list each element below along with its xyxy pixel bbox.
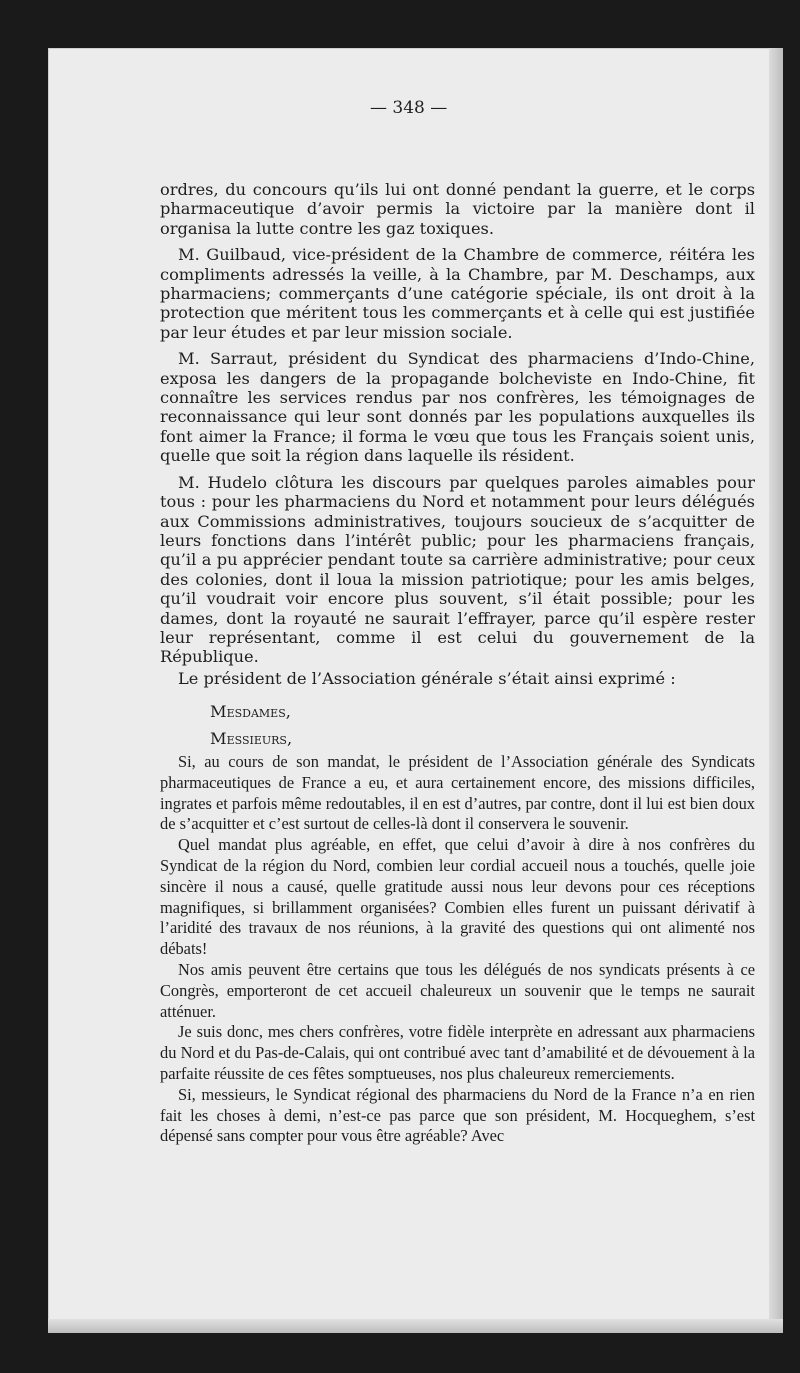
speech-paragraph: Si, au cours de son mandat, le président de l’Association générale des Syndicats pharmaceutiques de France a eu, et aura certainement encore, des missions difficiles, ingrates et parfois même redoutables, il en est d’autres, par contre, dont il lui est bien doux de s’acquitter et c’est surtout de celles-là dont il conservera le souvenir. [160,751,755,834]
speech [160,752,755,1147]
paragraph: Le président de l’Association générale s’était ainsi exprimé : [178,668,676,688]
paragraph: M. Guilbaud, vice-président de la Chambre de commerce, réitéra les compliments adressés la veille, à la Chambre, par M. Deschamps, aux pharmaciens; commerçants d’une catégorie spéciale, ils ont droit à la protection que méritent tous les commerçants et à celle qui est justifiée par leur études et par leur mission sociale. [160,245,755,342]
paragraph: M. Sarraut, président du Syndicat des pharmaciens d’Indo-Chine, exposa les dangers de la propagande bolcheviste en Indo-Chine, fit connaître les services rendus par nos confrères, les témoignages de reconnaissance qui leur sont donnés par les populations auxquelles ils font aimer la France; il forma le vœu que tous les Français soient unis, quelle que soit la région dans laquelle ils résident. [160,349,755,466]
speech-paragraph: Je suis donc, mes chers confrères, votre fidèle interprète en adressant aux pharmaciens du Nord et du Pas-de-Calais, qui ont contribué avec tant d’amabilité et de dévouement à la parfaite réussite de ces fêtes somptueuses, nos plus chaleureux remerciements. [160,1022,755,1083]
body-text [160,180,755,1147]
page-bottom-edge [48,1319,783,1333]
speech-paragraph: Nos amis peuvent être certains que tous les délégués de nos syndicats présents à ce Congrès, emporteront de cet accueil chaleureux un souvenir que le temps ne saurait atténuer. [160,959,755,1021]
page-number: — 348 — [370,98,448,118]
salutation-line: Mesdames, [210,702,291,722]
speech-paragraph: Quel mandat plus agréable, en effet, que celui d’avoir à dire à nos confrères du Syndicat de la région du Nord, combien leur cordial accueil nous a touchés, quelle joie sincère il nous a causé, quelle gratitude aussi nous leur devons pour ces réceptions magnifiques, si brillamment organisées? Combien elles furent un puissant dérivatif à l’aridité des travaux de nos réunions, à la gravité des questions qui ont alimenté nos débats! [160,835,755,959]
paragraph: M. Hudelo clôtura les discours par quelques paroles aimables pour tous : pour les pharmaciens du Nord et notamment pour leurs délégués aux Commissions administratives, toujours soucieux de s’acquitter de leurs fonctions dans l’intérêt public; pour les pharmaciens français, qu’il a pu apprécier pendant toute sa carrière administrative; pour ceux des colonies, dont il loua la mission patriotique; pour les amis belges, qu’il voudrait voir encore plus souvent, s’il était possible; pour les dames, dont la royauté ne saurait l’effrayer, parce qu’il espère rester leur représentant, comme il est celui du gouvernement de la République. [160,472,755,667]
page-edge [769,48,783,1333]
speech-paragraph: Si, messieurs, le Syndicat régional des pharmaciens du Nord de la France n’a en rien fait les choses à demi, n’est-ce pas parce que son président, M. Hocqueghem, s’est dépensé sans compter pour vous être agréable? Avec [160,1084,755,1146]
paragraph: ordres, du concours qu’ils lui ont donné pendant la guerre, et le corps pharmaceutique d’avoir permis la victoire par la manière dont il organisa la lutte contre les gaz toxiques. [160,180,755,238]
salutation-line: Messieurs, [210,728,293,748]
